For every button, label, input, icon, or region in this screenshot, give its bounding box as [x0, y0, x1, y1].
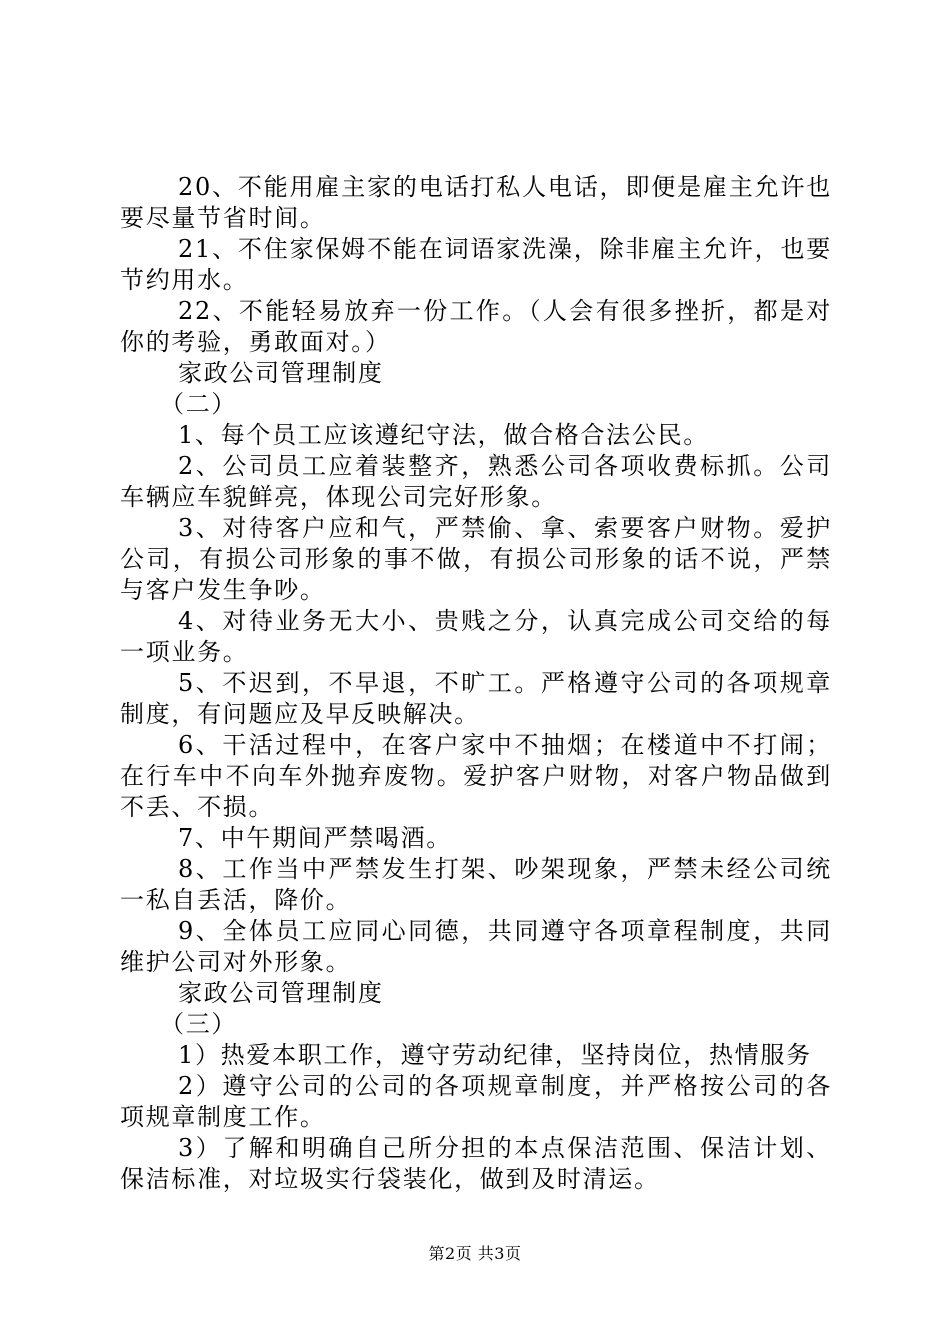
paragraph-20: 20、不能用雇主家的电话打私人电话，即便是雇主允许也要尽量节省时间。: [120, 173, 832, 232]
rule-2-8: 8、工作当中严禁发生打架、吵架现象，严禁未经公司统一私自丢活，降价。: [120, 855, 832, 914]
page-footer: 第2页 共3页: [428, 1244, 522, 1263]
section-number-3: （三）: [160, 1010, 238, 1038]
section-number-2: （二）: [160, 390, 238, 418]
section-heading-2: 家政公司管理制度: [178, 359, 384, 387]
rule-2-7: 7、中午期间严禁喝酒。: [178, 824, 452, 852]
rule-2-1: 1、每个员工应该遵纪守法，做合格合法公民。: [178, 421, 709, 449]
rule-2-3: 3、对待客户应和气，严禁偷、拿、索要客户财物。爱护公司，有损公司形象的事不做，有损公司形象的话不说，严禁与客户发生争吵。: [120, 514, 832, 604]
document-page: [120, 172, 832, 1195]
rule-2-6: 6、干活过程中，在客户家中不抽烟；在楼道中不打闹；在行车中不向车外抛弃废物。爱护客户财物，对客户物品做到不丢、不损。: [120, 731, 832, 821]
rule-2-9: 9、全体员工应同心同德，共同遵守各项章程制度，共同维护公司对外形象。: [120, 917, 832, 976]
rule-3-3: 3）了解和明确自己所分担的本点保洁范围、保洁计划、保洁标准，对垃圾实行袋装化，做到及时清运。: [120, 1134, 832, 1193]
paragraph-22: 22、不能轻易放弃一份工作。（人会有很多挫折，都是对你的考验，勇敢面对。）: [120, 297, 832, 356]
section-heading-3: 家政公司管理制度: [178, 979, 384, 1007]
rule-2-5: 5、不迟到，不早退，不旷工。严格遵守公司的各项规章制度，有问题应及早反映解决。: [120, 669, 832, 728]
paragraph-21: 21、不住家保姆不能在词语家洗澡，除非雇主允许，也要节约用水。: [120, 235, 832, 294]
rule-2-2: 2、公司员工应着装整齐，熟悉公司各项收费标抓。公司车辆应车貌鲜亮，体现公司完好形象。: [120, 452, 832, 511]
rule-3-2: 2）遵守公司的公司的各项规章制度，并严格按公司的各项规章制度工作。: [120, 1072, 832, 1131]
rule-2-4: 4、对待业务无大小、贵贱之分，认真完成公司交给的每一项业务。: [120, 607, 832, 666]
rule-3-1: 1）热爱本职工作，遵守劳动纪律，坚持岗位，热情服务: [178, 1041, 812, 1069]
